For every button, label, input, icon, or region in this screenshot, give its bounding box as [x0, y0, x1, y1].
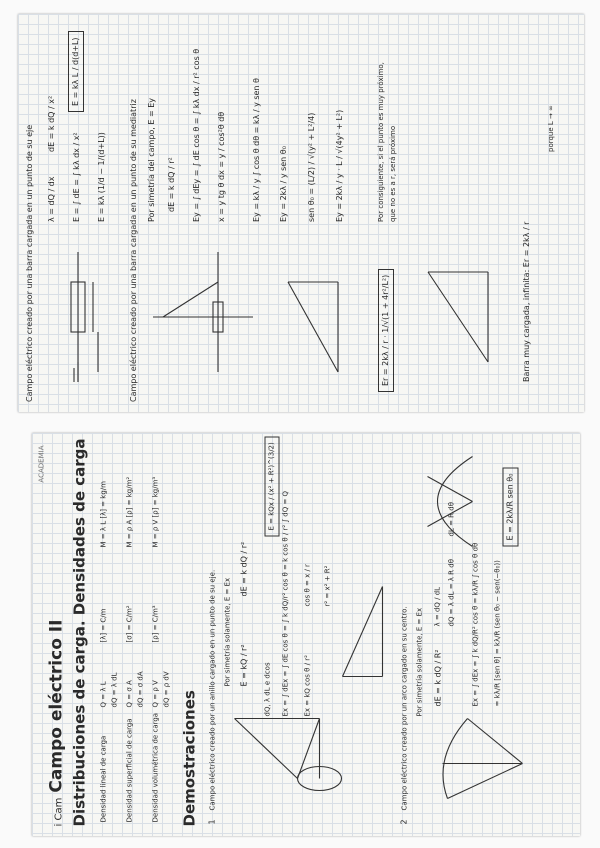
ey2: Ey = ∫ dEy = ∫ dE cos θ = ∫ kλ dx / r² cos θ: [192, 48, 201, 222]
demo2-eq2: λ = dQ / dL: [433, 586, 442, 626]
demo1-eq3: Ex = ∫ dEx = ∫ dE cos θ = ∫ k dQ/r² cos θ = k cos θ / r² ∫ dQ = Q: [281, 490, 290, 716]
ring-diagram: [225, 708, 345, 818]
ey7: Ey = 2kλ / y · L / √(4y² + L²): [335, 109, 344, 222]
ring-triangle: [333, 576, 393, 686]
sym-text: Por simetría del campo, E = Ey: [147, 97, 156, 222]
ey3: x = y tg θ dx = y / cos²θ dθ: [217, 111, 226, 222]
bar-diagram: [38, 242, 108, 392]
ey4: Ey = kλ / y ∫ cos θ dθ = kλ / y sen θ: [252, 78, 261, 222]
notebook-header: ACADEMIA: [37, 445, 46, 483]
demo2-eq1: dE = k dQ / R²: [433, 648, 443, 706]
page-bottom-content: [33, 433, 581, 836]
barra-eq4: E = kλ (1/d − 1/(d+L)): [97, 132, 106, 222]
barra-eq1: λ = dQ / dx: [47, 176, 56, 222]
demo1-eq1: E = kQ / r²: [239, 643, 249, 686]
density-row-0: [101, 437, 127, 822]
demo2-eq4: Ex = ∫ dEx = ∫ k dQ/R² cos θ = kλ/R ∫ cos θ dθ: [471, 542, 480, 706]
density-unit-0: [λ] = C/m: [99, 608, 108, 642]
density-label-1: Densidad superficial de carga: [125, 717, 134, 822]
demo2-eq3: dQ = λ dL = λ R dθ: [447, 558, 456, 626]
demo1-note: dQ, λ dL e dcos: [263, 661, 272, 716]
triangle-diagram: [278, 262, 348, 382]
density-deq-2: dQ = ρ dV: [162, 670, 171, 707]
subtitle: Distribuciones de carga. Densidades de carga: [70, 437, 89, 826]
mediatriz-diagram: [143, 242, 263, 392]
arc-diagram: [428, 708, 538, 818]
notes-page-top: [18, 14, 584, 412]
density-unit-1: [σ] = C/m²: [125, 604, 134, 642]
density-row-1: [127, 437, 153, 822]
density-dim-2: M = ρ V [ρ] = kg/m³: [151, 476, 160, 547]
conclusion2: que no es a r, será próximo: [389, 125, 397, 222]
ey1: dE = k dQ / r²: [167, 157, 176, 212]
demo1-eq6: r² = x² + R²: [323, 565, 332, 606]
title-main: Campo eléctrico II: [46, 619, 67, 793]
density-deq-1: dQ = σ dA: [136, 670, 145, 707]
demo1-symmetry: Por simetría solamente, E = Ex: [223, 577, 232, 686]
density-label-2: Densidad volumétrica de carga: [151, 712, 160, 822]
barra-result: E = kλ L / d(d+L): [68, 31, 84, 112]
top-result: Er = 2kλ / r · 1/√(1 + 4r²/L²): [378, 269, 394, 392]
demo2-result: E = 2kλ/R sen θ₀: [503, 467, 519, 546]
demo1-statement: Campo eléctrico creado por un anillo cargado en un punto de su eje.: [208, 569, 217, 810]
density-eq-2: Q = ρ V: [151, 679, 160, 707]
demo2-eq5: = kλ/R [sen θ] = kλ/R (sen θ₀ − sen(−θ₀)): [493, 559, 502, 706]
line-infinite: Barra muy cargada, infinita: Er = 2kλ / r: [522, 221, 531, 382]
density-eq-0: Q = λ L: [99, 680, 108, 707]
demo2-eq6: dL = R dθ: [447, 501, 456, 536]
density-dim-1: M = ρ A [ρ] = kg/m²: [125, 476, 134, 547]
title-prefix: i Cam: [53, 797, 65, 826]
density-label-0: Densidad lineal de carga: [99, 735, 108, 822]
density-row-2: [153, 437, 179, 822]
density-unit-2: [ρ] = C/m³: [151, 604, 160, 642]
density-list: [101, 437, 179, 822]
demo1-eq2: dE = k dQ / r²: [239, 541, 249, 596]
triangle-diagram-2: [418, 262, 498, 372]
ey6: sen θ₀ = (L/2) / √(y² + L²/4): [307, 112, 316, 222]
density-eq-1: Q = σ A: [125, 679, 134, 707]
barra-eq2: dE = k dQ / x²: [47, 95, 56, 152]
demo2-symmetry: Por simetría solamente, E = Ex: [415, 607, 424, 716]
demo1-eq4: Ex = kQ cos θ / r²: [303, 654, 312, 716]
page-top-content: [18, 14, 584, 412]
porque: porque L → ∞: [547, 105, 555, 152]
demo2-number: 2: [399, 818, 409, 824]
barra-eq3: E = ∫ dE = ∫ kλ dx / x²: [72, 132, 81, 222]
top-second: Campo eléctrico creado por una barra cargada en un punto de su mediatriz: [129, 99, 138, 402]
notes-page-bottom: [32, 433, 580, 836]
demo1-result: E = kQx / (x² + R²)^(3/2): [265, 436, 280, 536]
density-deq-0: dQ = λ dL: [110, 672, 119, 707]
arc-detail: [393, 446, 483, 556]
demo1-eq5: cos θ = x / r: [303, 563, 312, 606]
conclusion1: Por consiguiente, si el punto es muy próximo,: [377, 62, 385, 222]
demo1-number: 1: [207, 818, 217, 824]
demo2-statement: Campo eléctrico creado por un arco cargado en su centro.: [400, 606, 409, 810]
title-line: [47, 619, 66, 826]
density-dim-0: M = λ L [λ] = kg/m: [99, 480, 108, 547]
demos-heading: Demostraciones: [180, 689, 199, 826]
top-intro: Campo eléctrico creado por una barra cargada en un punto de su eje: [25, 124, 34, 402]
ey5: Ey = 2kλ / y sen θ₀: [279, 146, 288, 222]
